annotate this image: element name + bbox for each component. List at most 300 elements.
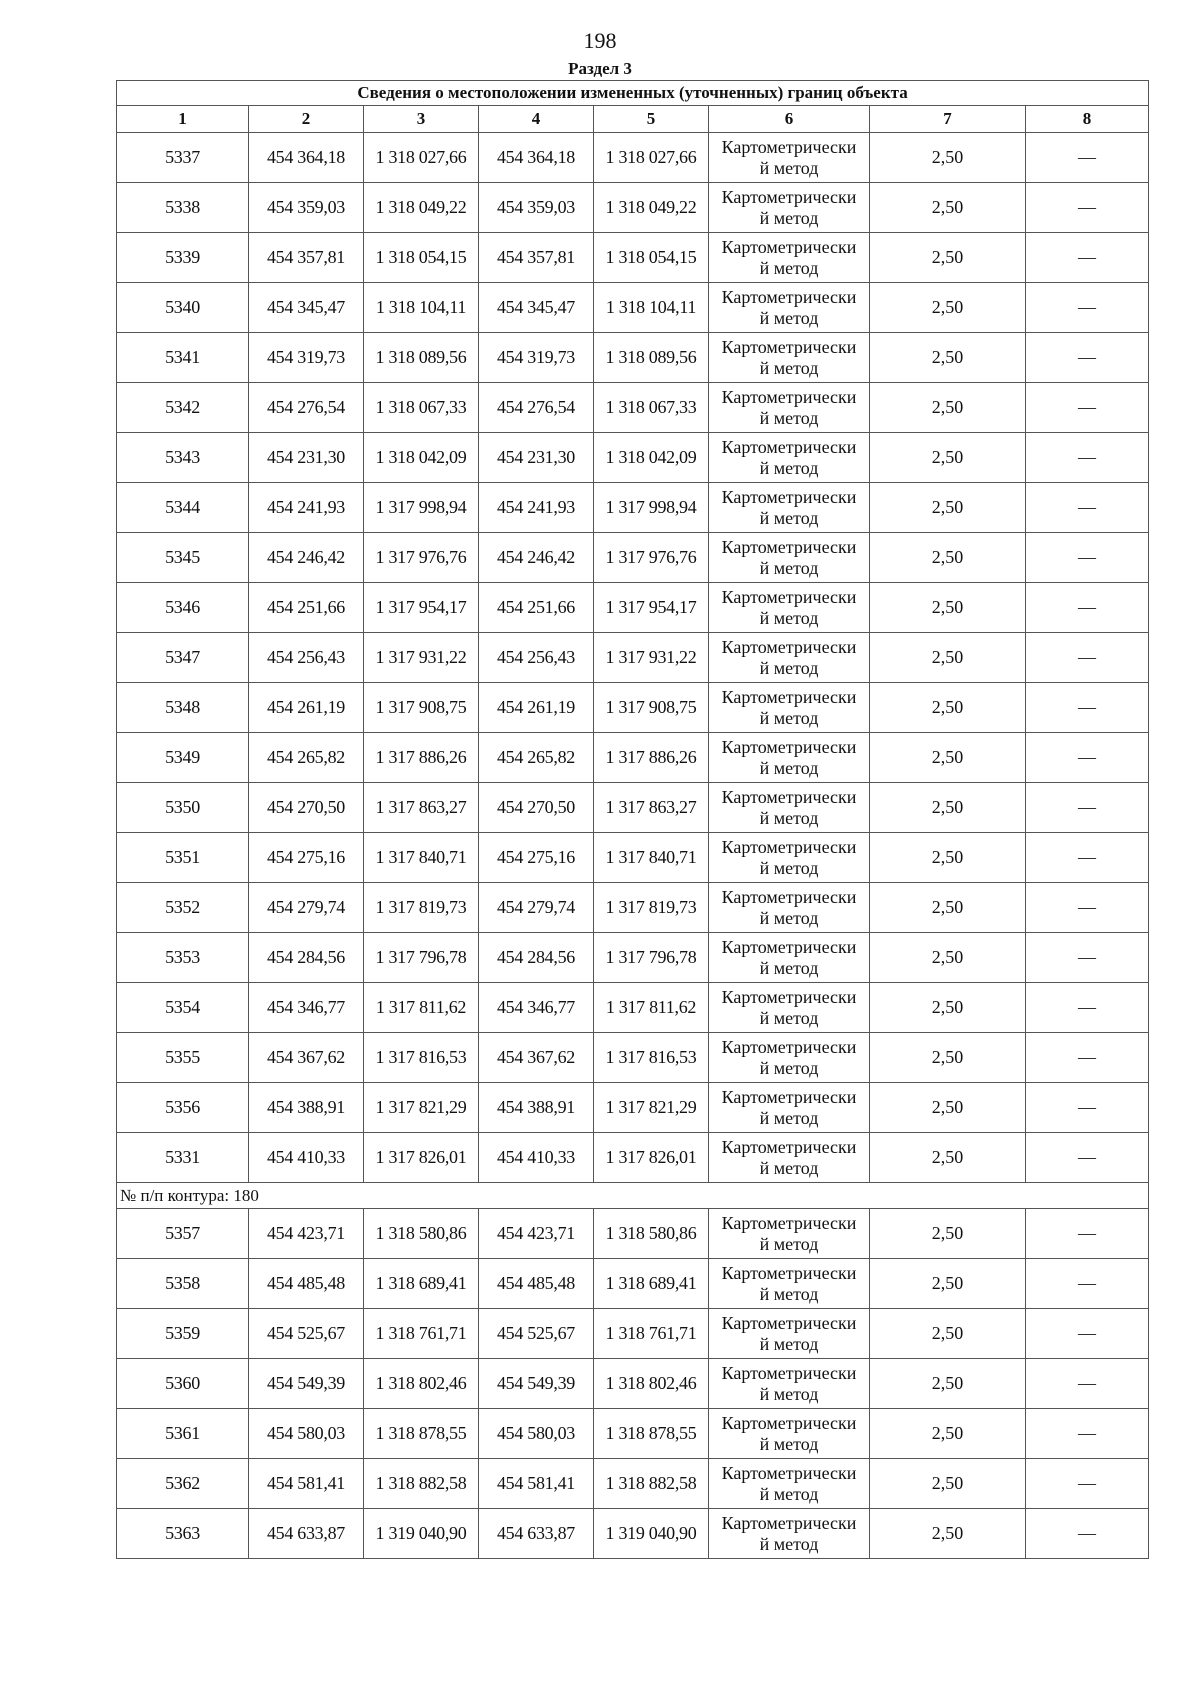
- method-cell: [709, 233, 870, 283]
- method-line: Картометрически: [721, 736, 857, 757]
- accuracy-cell: 2,50: [870, 833, 1026, 883]
- method-line: Картометрически: [721, 986, 857, 1007]
- method-line: й метод: [759, 1157, 819, 1178]
- point-number-cell: 5360: [117, 1359, 249, 1409]
- method-line: й метод: [759, 507, 819, 528]
- method-line: й метод: [759, 1283, 819, 1304]
- y-old-cell: 1 318 054,15: [364, 233, 479, 283]
- table-row: [117, 483, 1149, 533]
- x-new-cell: 454 346,77: [479, 983, 594, 1033]
- description-cell: —: [1026, 333, 1149, 383]
- method-line: Картометрически: [721, 1036, 857, 1057]
- table-row: [117, 933, 1149, 983]
- coordinates-table: [116, 80, 1149, 1559]
- method-cell: [709, 1309, 870, 1359]
- y-old-cell: 1 317 908,75: [364, 683, 479, 733]
- description-cell: —: [1026, 933, 1149, 983]
- column-header: 8: [1026, 106, 1149, 133]
- point-number-cell: 5349: [117, 733, 249, 783]
- table-row: [117, 1309, 1149, 1359]
- y-new-cell: 1 318 054,15: [594, 233, 709, 283]
- method-cell: [709, 733, 870, 783]
- method-line: й метод: [759, 957, 819, 978]
- x-new-cell: 454 251,66: [479, 583, 594, 633]
- x-old-cell: 454 265,82: [249, 733, 364, 783]
- x-new-cell: 454 319,73: [479, 333, 594, 383]
- method-line: Картометрически: [721, 1212, 857, 1233]
- method-line: й метод: [759, 1333, 819, 1354]
- method-line: й метод: [759, 1383, 819, 1404]
- description-cell: —: [1026, 783, 1149, 833]
- point-number-cell: 5345: [117, 533, 249, 583]
- section-title: Раздел 3: [568, 59, 632, 78]
- table-row: [117, 383, 1149, 433]
- point-number-cell: 5357: [117, 1209, 249, 1259]
- column-header: 6: [709, 106, 870, 133]
- point-number-cell: 5344: [117, 483, 249, 533]
- x-old-cell: 454 485,48: [249, 1259, 364, 1309]
- method-cell: [709, 1033, 870, 1083]
- x-old-cell: 454 279,74: [249, 883, 364, 933]
- x-new-cell: 454 633,87: [479, 1509, 594, 1559]
- point-number-cell: 5356: [117, 1083, 249, 1133]
- y-new-cell: 1 317 976,76: [594, 533, 709, 583]
- method-line: й метод: [759, 907, 819, 928]
- column-header: 2: [249, 106, 364, 133]
- accuracy-cell: 2,50: [870, 1509, 1026, 1559]
- method-cell: [709, 1259, 870, 1309]
- method-cell: [709, 383, 870, 433]
- y-old-cell: 1 317 821,29: [364, 1083, 479, 1133]
- y-old-cell: 1 318 089,56: [364, 333, 479, 383]
- method-cell: [709, 933, 870, 983]
- accuracy-cell: 2,50: [870, 333, 1026, 383]
- x-old-cell: 454 241,93: [249, 483, 364, 533]
- y-new-cell: 1 318 067,33: [594, 383, 709, 433]
- table-row: [117, 433, 1149, 483]
- x-old-cell: 454 423,71: [249, 1209, 364, 1259]
- table-row: [117, 1133, 1149, 1183]
- table-row: [117, 1509, 1149, 1559]
- accuracy-cell: 2,50: [870, 883, 1026, 933]
- y-new-cell: 1 317 886,26: [594, 733, 709, 783]
- description-cell: —: [1026, 1459, 1149, 1509]
- y-new-cell: 1 317 811,62: [594, 983, 709, 1033]
- method-line: й метод: [759, 157, 819, 178]
- y-old-cell: 1 317 954,17: [364, 583, 479, 633]
- y-old-cell: 1 319 040,90: [364, 1509, 479, 1559]
- point-number-cell: 5342: [117, 383, 249, 433]
- method-line: й метод: [759, 607, 819, 628]
- x-old-cell: 454 580,03: [249, 1409, 364, 1459]
- x-old-cell: 454 319,73: [249, 333, 364, 383]
- description-cell: —: [1026, 683, 1149, 733]
- accuracy-cell: 2,50: [870, 1259, 1026, 1309]
- x-new-cell: 454 256,43: [479, 633, 594, 683]
- y-new-cell: 1 317 954,17: [594, 583, 709, 633]
- table-row: [117, 583, 1149, 633]
- x-new-cell: 454 357,81: [479, 233, 594, 283]
- accuracy-cell: 2,50: [870, 1133, 1026, 1183]
- x-new-cell: 454 276,54: [479, 383, 594, 433]
- method-line: й метод: [759, 857, 819, 878]
- method-cell: [709, 683, 870, 733]
- table-row: [117, 633, 1149, 683]
- y-old-cell: 1 317 816,53: [364, 1033, 479, 1083]
- y-new-cell: 1 317 796,78: [594, 933, 709, 983]
- x-new-cell: 454 581,41: [479, 1459, 594, 1509]
- point-number-cell: 5351: [117, 833, 249, 883]
- method-line: Картометрически: [721, 136, 857, 157]
- method-line: Картометрически: [721, 336, 857, 357]
- x-old-cell: 454 231,30: [249, 433, 364, 483]
- table-row: [117, 1259, 1149, 1309]
- y-new-cell: 1 318 882,58: [594, 1459, 709, 1509]
- method-line: Картометрически: [721, 236, 857, 257]
- x-old-cell: 454 261,19: [249, 683, 364, 733]
- y-old-cell: 1 317 819,73: [364, 883, 479, 933]
- method-cell: [709, 433, 870, 483]
- y-old-cell: 1 318 761,71: [364, 1309, 479, 1359]
- x-old-cell: 454 633,87: [249, 1509, 364, 1559]
- accuracy-cell: 2,50: [870, 983, 1026, 1033]
- description-cell: —: [1026, 233, 1149, 283]
- method-cell: [709, 883, 870, 933]
- point-number-cell: 5350: [117, 783, 249, 833]
- method-cell: [709, 133, 870, 183]
- y-old-cell: 1 318 104,11: [364, 283, 479, 333]
- method-line: Картометрически: [721, 786, 857, 807]
- table-row: [117, 1359, 1149, 1409]
- method-line: й метод: [759, 707, 819, 728]
- table-row: [117, 133, 1149, 183]
- y-old-cell: 1 317 863,27: [364, 783, 479, 833]
- point-number-cell: 5337: [117, 133, 249, 183]
- method-cell: [709, 1459, 870, 1509]
- accuracy-cell: 2,50: [870, 283, 1026, 333]
- y-new-cell: 1 317 819,73: [594, 883, 709, 933]
- method-cell: [709, 483, 870, 533]
- x-old-cell: 454 367,62: [249, 1033, 364, 1083]
- method-cell: [709, 1359, 870, 1409]
- point-number-cell: 5355: [117, 1033, 249, 1083]
- description-cell: —: [1026, 483, 1149, 533]
- description-cell: —: [1026, 983, 1149, 1033]
- x-new-cell: 454 261,19: [479, 683, 594, 733]
- x-new-cell: 454 246,42: [479, 533, 594, 583]
- table-row: [117, 1459, 1149, 1509]
- y-new-cell: 1 318 878,55: [594, 1409, 709, 1459]
- column-header: 7: [870, 106, 1026, 133]
- table-row: [117, 883, 1149, 933]
- accuracy-cell: 2,50: [870, 683, 1026, 733]
- y-old-cell: 1 318 067,33: [364, 383, 479, 433]
- description-cell: —: [1026, 1259, 1149, 1309]
- description-cell: —: [1026, 1209, 1149, 1259]
- method-line: Картометрически: [721, 1362, 857, 1383]
- description-cell: —: [1026, 1083, 1149, 1133]
- x-new-cell: 454 279,74: [479, 883, 594, 933]
- y-new-cell: 1 318 689,41: [594, 1259, 709, 1309]
- x-new-cell: 454 580,03: [479, 1409, 594, 1459]
- method-line: Картометрически: [721, 436, 857, 457]
- contour-label-row: [117, 1183, 1149, 1209]
- y-new-cell: 1 317 826,01: [594, 1133, 709, 1183]
- y-new-cell: 1 317 998,94: [594, 483, 709, 533]
- method-line: Картометрически: [721, 1512, 857, 1533]
- y-new-cell: 1 319 040,90: [594, 1509, 709, 1559]
- description-cell: —: [1026, 1133, 1149, 1183]
- description-cell: —: [1026, 533, 1149, 583]
- y-old-cell: 1 318 689,41: [364, 1259, 479, 1309]
- point-number-cell: 5339: [117, 233, 249, 283]
- accuracy-cell: 2,50: [870, 1309, 1026, 1359]
- x-old-cell: 454 410,33: [249, 1133, 364, 1183]
- y-new-cell: 1 318 027,66: [594, 133, 709, 183]
- table-row: [117, 1083, 1149, 1133]
- y-old-cell: 1 317 976,76: [364, 533, 479, 583]
- method-line: й метод: [759, 557, 819, 578]
- accuracy-cell: 2,50: [870, 433, 1026, 483]
- point-number-cell: 5361: [117, 1409, 249, 1459]
- method-cell: [709, 333, 870, 383]
- method-cell: [709, 1409, 870, 1459]
- x-old-cell: 454 275,16: [249, 833, 364, 883]
- method-line: Картометрически: [721, 486, 857, 507]
- x-old-cell: 454 359,03: [249, 183, 364, 233]
- y-old-cell: 1 318 882,58: [364, 1459, 479, 1509]
- table-row: [117, 733, 1149, 783]
- method-line: Картометрически: [721, 886, 857, 907]
- point-number-cell: 5363: [117, 1509, 249, 1559]
- x-new-cell: 454 359,03: [479, 183, 594, 233]
- y-old-cell: 1 318 580,86: [364, 1209, 479, 1259]
- x-new-cell: 454 231,30: [479, 433, 594, 483]
- method-line: й метод: [759, 1057, 819, 1078]
- method-cell: [709, 183, 870, 233]
- method-line: Картометрически: [721, 1462, 857, 1483]
- y-new-cell: 1 318 802,46: [594, 1359, 709, 1409]
- method-line: Картометрически: [721, 536, 857, 557]
- accuracy-cell: 2,50: [870, 1459, 1026, 1509]
- method-line: й метод: [759, 1483, 819, 1504]
- x-new-cell: 454 364,18: [479, 133, 594, 183]
- point-number-cell: 5353: [117, 933, 249, 983]
- point-number-cell: 5354: [117, 983, 249, 1033]
- accuracy-cell: 2,50: [870, 233, 1026, 283]
- description-cell: —: [1026, 1359, 1149, 1409]
- method-line: й метод: [759, 657, 819, 678]
- y-old-cell: 1 318 802,46: [364, 1359, 479, 1409]
- method-cell: [709, 1133, 870, 1183]
- x-new-cell: 454 270,50: [479, 783, 594, 833]
- method-line: й метод: [759, 1107, 819, 1128]
- method-cell: [709, 1083, 870, 1133]
- accuracy-cell: 2,50: [870, 933, 1026, 983]
- method-cell: [709, 533, 870, 583]
- table-row: [117, 983, 1149, 1033]
- point-number-cell: 5341: [117, 333, 249, 383]
- description-cell: —: [1026, 1409, 1149, 1459]
- accuracy-cell: 2,50: [870, 633, 1026, 683]
- method-line: й метод: [759, 1433, 819, 1454]
- description-cell: —: [1026, 283, 1149, 333]
- description-cell: —: [1026, 583, 1149, 633]
- table-row: [117, 183, 1149, 233]
- accuracy-cell: 2,50: [870, 1033, 1026, 1083]
- table-title: Сведения о местоположении измененных (уточненных) границ объекта: [117, 81, 1149, 106]
- y-new-cell: 1 317 908,75: [594, 683, 709, 733]
- description-cell: —: [1026, 833, 1149, 883]
- x-new-cell: 454 410,33: [479, 1133, 594, 1183]
- description-cell: —: [1026, 733, 1149, 783]
- method-line: й метод: [759, 307, 819, 328]
- column-header: 3: [364, 106, 479, 133]
- method-line: Картометрически: [721, 836, 857, 857]
- y-new-cell: 1 318 580,86: [594, 1209, 709, 1259]
- table-row: [117, 1033, 1149, 1083]
- x-new-cell: 454 485,48: [479, 1259, 594, 1309]
- x-old-cell: 454 345,47: [249, 283, 364, 333]
- point-number-cell: 5358: [117, 1259, 249, 1309]
- x-new-cell: 454 284,56: [479, 933, 594, 983]
- method-cell: [709, 283, 870, 333]
- method-line: й метод: [759, 357, 819, 378]
- table-row: [117, 833, 1149, 883]
- y-new-cell: 1 317 821,29: [594, 1083, 709, 1133]
- accuracy-cell: 2,50: [870, 533, 1026, 583]
- x-old-cell: 454 525,67: [249, 1309, 364, 1359]
- table-row: [117, 683, 1149, 733]
- point-number-cell: 5348: [117, 683, 249, 733]
- x-old-cell: 454 246,42: [249, 533, 364, 583]
- y-old-cell: 1 317 840,71: [364, 833, 479, 883]
- y-old-cell: 1 317 796,78: [364, 933, 479, 983]
- x-old-cell: 454 270,50: [249, 783, 364, 833]
- point-number-cell: 5346: [117, 583, 249, 633]
- point-number-cell: 5338: [117, 183, 249, 233]
- x-old-cell: 454 388,91: [249, 1083, 364, 1133]
- table-row: [117, 1209, 1149, 1259]
- point-number-cell: 5331: [117, 1133, 249, 1183]
- x-new-cell: 454 525,67: [479, 1309, 594, 1359]
- y-old-cell: 1 317 931,22: [364, 633, 479, 683]
- x-old-cell: 454 276,54: [249, 383, 364, 433]
- method-line: Картометрически: [721, 636, 857, 657]
- x-new-cell: 454 345,47: [479, 283, 594, 333]
- method-cell: [709, 833, 870, 883]
- point-number-cell: 5362: [117, 1459, 249, 1509]
- y-old-cell: 1 317 886,26: [364, 733, 479, 783]
- y-old-cell: 1 318 042,09: [364, 433, 479, 483]
- x-old-cell: 454 549,39: [249, 1359, 364, 1409]
- method-line: й метод: [759, 407, 819, 428]
- method-cell: [709, 983, 870, 1033]
- y-new-cell: 1 318 042,09: [594, 433, 709, 483]
- accuracy-cell: 2,50: [870, 133, 1026, 183]
- accuracy-cell: 2,50: [870, 1409, 1026, 1459]
- column-header: 5: [594, 106, 709, 133]
- description-cell: —: [1026, 133, 1149, 183]
- y-new-cell: 1 317 840,71: [594, 833, 709, 883]
- accuracy-cell: 2,50: [870, 383, 1026, 433]
- x-new-cell: 454 367,62: [479, 1033, 594, 1083]
- x-old-cell: 454 251,66: [249, 583, 364, 633]
- y-new-cell: 1 318 104,11: [594, 283, 709, 333]
- method-line: Картометрически: [721, 586, 857, 607]
- y-new-cell: 1 317 931,22: [594, 633, 709, 683]
- contour-label: № п/п контура: 180: [117, 1183, 1149, 1209]
- point-number-cell: 5347: [117, 633, 249, 683]
- page-number: 198: [583, 28, 617, 53]
- method-line: й метод: [759, 757, 819, 778]
- table-title-row: [117, 81, 1149, 106]
- method-line: Картометрически: [721, 386, 857, 407]
- x-old-cell: 454 357,81: [249, 233, 364, 283]
- method-line: й метод: [759, 257, 819, 278]
- column-header: 1: [117, 106, 249, 133]
- point-number-cell: 5359: [117, 1309, 249, 1359]
- method-line: Картометрически: [721, 1312, 857, 1333]
- y-new-cell: 1 317 863,27: [594, 783, 709, 833]
- table-row: [117, 533, 1149, 583]
- table-row: [117, 233, 1149, 283]
- y-old-cell: 1 317 998,94: [364, 483, 479, 533]
- method-cell: [709, 583, 870, 633]
- y-old-cell: 1 318 027,66: [364, 133, 479, 183]
- description-cell: —: [1026, 1309, 1149, 1359]
- x-old-cell: 454 581,41: [249, 1459, 364, 1509]
- accuracy-cell: 2,50: [870, 483, 1026, 533]
- method-line: Картометрически: [721, 1136, 857, 1157]
- method-line: й метод: [759, 1007, 819, 1028]
- point-number-cell: 5352: [117, 883, 249, 933]
- method-cell: [709, 633, 870, 683]
- method-line: Картометрически: [721, 936, 857, 957]
- y-old-cell: 1 317 811,62: [364, 983, 479, 1033]
- x-old-cell: 454 284,56: [249, 933, 364, 983]
- method-cell: [709, 783, 870, 833]
- x-new-cell: 454 241,93: [479, 483, 594, 533]
- accuracy-cell: 2,50: [870, 1359, 1026, 1409]
- method-line: Картометрически: [721, 186, 857, 207]
- y-new-cell: 1 318 089,56: [594, 333, 709, 383]
- x-new-cell: 454 549,39: [479, 1359, 594, 1409]
- method-line: Картометрически: [721, 1086, 857, 1107]
- method-cell: [709, 1509, 870, 1559]
- x-old-cell: 454 346,77: [249, 983, 364, 1033]
- accuracy-cell: 2,50: [870, 783, 1026, 833]
- description-cell: —: [1026, 183, 1149, 233]
- x-new-cell: 454 388,91: [479, 1083, 594, 1133]
- point-number-cell: 5343: [117, 433, 249, 483]
- description-cell: —: [1026, 1509, 1149, 1559]
- x-new-cell: 454 423,71: [479, 1209, 594, 1259]
- y-new-cell: 1 318 761,71: [594, 1309, 709, 1359]
- method-line: й метод: [759, 457, 819, 478]
- table-row: [117, 1409, 1149, 1459]
- method-cell: [709, 1209, 870, 1259]
- accuracy-cell: 2,50: [870, 583, 1026, 633]
- x-new-cell: 454 265,82: [479, 733, 594, 783]
- y-old-cell: 1 318 049,22: [364, 183, 479, 233]
- accuracy-cell: 2,50: [870, 1083, 1026, 1133]
- x-old-cell: 454 364,18: [249, 133, 364, 183]
- accuracy-cell: 2,50: [870, 1209, 1026, 1259]
- method-line: й метод: [759, 1233, 819, 1254]
- method-line: Картометрически: [721, 286, 857, 307]
- column-header-row: [117, 106, 1149, 133]
